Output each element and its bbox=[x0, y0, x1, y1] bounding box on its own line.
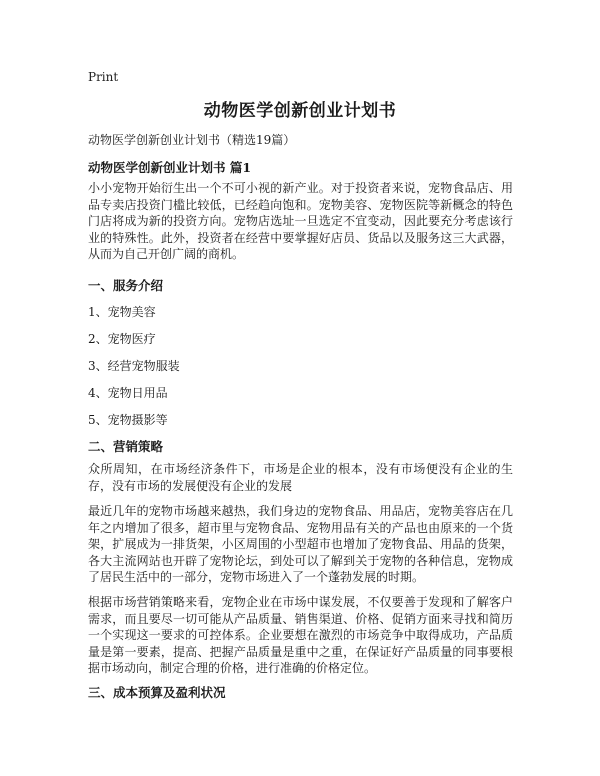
list-item: 1、宠物美容 bbox=[88, 305, 156, 319]
document-subtitle: 动物医学创新创业计划书（精选19篇） bbox=[88, 133, 296, 147]
article-heading: 动物医学创新创业计划书 篇1 bbox=[88, 160, 252, 175]
list-item: 4、宠物日用品 bbox=[88, 386, 168, 400]
print-link[interactable]: Print bbox=[88, 70, 119, 84]
paragraph: 根据市场营销策略来看，宠物企业在市场中谋发展，不仅要善于发现和了解客户需求，而且要尽一切可能从产品质量、销售渠道、价格、促销方面来寻找和简历一个实现这一要求的可控体系。企业要想在激烈的市场竞争中取得成功，产品质量是第一要素，提高、把握产品质量是重中之重，在保证好产品质量的同事要根据市场动向，制定合理的价格，进行准确的价格定位。 bbox=[88, 595, 513, 675]
intro-paragraph: 小小宠物开始衍生出一个不可小视的新产业。对于投资者来说，宠物食品店、用品专卖店投资门槛比较低，已经趋向饱和。宠物美容、宠物医院等新概念的特色门店将成为新的投资方向。宠物店选址一旦选定不宜变动，因此要充分考虑该行业的特殊性。此外，投资者在经营中要掌握好店员、货品以及服务这三大武器，从而为自己开创广阔的商机。 bbox=[88, 181, 513, 261]
list-item: 2、宠物医疗 bbox=[88, 332, 156, 346]
paragraph: 最近几年的宠物市场越来越热，我们身边的宠物食品、用品店，宠物美容店在几年之内增加了很多，超市里与宠物食品、宠物用品有关的产品也由原来的一个货架，扩展成为一排货架，小区周围的小型超市也增加了宠物食品、用品的货架，各大主流网站也开辟了宠物论坛，到处可以了解到关于宠物的各种信息，宠物成了居民生活中的一部分，宠物市场进入了一个蓬勃发展的时期。 bbox=[88, 504, 513, 584]
paragraph: 众所周知，在市场经济条件下，市场是企业的根本，没有市场便没有企业的生存，没有市场的发展便没有企业的发展 bbox=[88, 462, 513, 493]
section-heading-services: 一、服务介绍 bbox=[88, 278, 164, 293]
list-item: 3、经营宠物服装 bbox=[88, 359, 180, 373]
section-heading-budget: 三、成本预算及盈利状况 bbox=[88, 685, 226, 700]
section-heading-marketing: 二、营销策略 bbox=[88, 439, 164, 454]
list-item: 5、宠物摄影等 bbox=[88, 413, 168, 427]
page-title: 动物医学创新创业计划书 bbox=[203, 101, 397, 121]
